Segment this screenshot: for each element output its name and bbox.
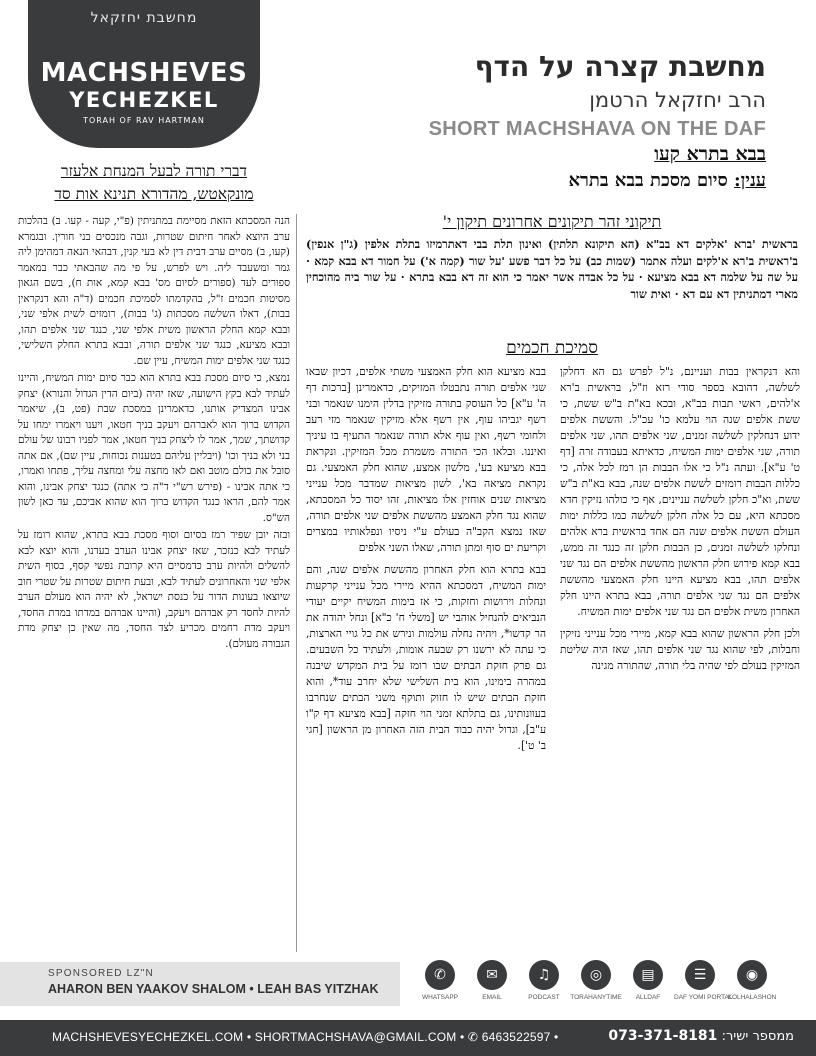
tikunei-title: תיקוני זהר תיקונים אחרונים תיקון י' (442, 212, 662, 231)
platform-icons (414, 960, 810, 1010)
semichas-left-column (306, 364, 546, 954)
semichas-paragraph: והא דנקראין בבות ועניינם, נ"ל לפרש גם הא דחלקן לשלשה, דהובא בספר סודי רזא וז"ל, בראשית ב'רא א'להים, ראשי תבות בב"א, ובכא בא"ת ב"ש ששת, כי ששת אלפים שנה הוי עלמא כו' עכ"ל. והששת אלפים ידוע דנחלקין לשלשה זמנים, שני אלפים תהו, שני אלפים תורה, שני אלפים ימות המשיח, כדאיתא בעבודה זרה [דף ט' ע"א]. ועתה נ"ל כי אלו הבבות הן רמז לכל אלה, כי כללות הבבות רומזים לששת אלפים שנה, בבא בא"ת ב"ש ששת, וא"כ חלקן לשלשה עניינים, אף כי כולהו נזיקין חדא מסכתא היא, עם כל אלה חלקן לשלשה כמו כללות ימות העולם הששת אלפים שנה הם אחד בראשית ברא אלהים ונחלקו לשלשה זמנים, כן הבבות חלקן זה כנגד זה ממש, בבא קמא פירוש חלק הראשון מהששת אלפים הם נגד שני אלפים תהו, בבא מציעא היינו חלק האמצעי מהששת אלפים הם נגד שני אלפים תורה, בבא בתרא היינו חלק האחרון משית אלפים הם נגד שני אלפים ימות המשיח. (560, 365, 800, 618)
kolhalashon-link[interactable] (726, 960, 778, 1001)
podcast-link[interactable] (518, 960, 570, 1001)
contact-info[interactable]: MACHSHEVESYECHEZKEL.COM • SHORTMACHSHAVA@GMAIL.COM • ✆ 6463522597 • (52, 1030, 559, 1044)
alldaf-label: ALLDAF (635, 994, 661, 1001)
semichas-paragraph: ולכן חלק הראשון שהוא בבא קמא, מיירי מכל ענייני נזיקין וחבלות, לפי שהוא נגד שני אלפים תהו, שאז היה שליטת המזיקין בעולם לפי שהיה בלי תורה, שהתורה מגינה (560, 627, 800, 672)
torahanytime-icon: ◎ (581, 960, 611, 990)
whatsapp-icon: ✆ (425, 960, 455, 990)
sponsor-names: AHARON BEN YAAKOV SHALOM • LEAH BAS YITZHAK (48, 982, 379, 996)
logo-line-2: YECHEZKEL (69, 88, 219, 112)
torahanytime-label: TORAHANYTIME (570, 994, 622, 1001)
sidebar-heading-line-1: דברי תורה לבעל המנחת אלעזר (60, 162, 248, 180)
kolhalashon-label: KOLHALASHON (727, 994, 777, 1001)
alldaf-link[interactable] (622, 960, 674, 1001)
podcast-label: PODCAST (528, 994, 560, 1001)
sponsor-label: SPONSORED LZ"N (48, 968, 154, 979)
logo-hebrew: מחשבת יחזקאל (90, 10, 198, 26)
whatsapp-label: WHATSAPP (422, 994, 458, 1001)
podcast-icon: ♫ (529, 960, 559, 990)
semichas-right-column (560, 364, 800, 954)
semichas-paragraph: בבא מציעא הוא חלק האמצעי משתי אלפים, דכיון שבאו שני אלפים תורה נתבטלו המזיקים, כדאמרינן [ברכות דף ה' ע"א] כל העוסק בתורה מזיקין בדלין הימנו שנאמר ובני רשף יגביהו עוף, אין רשף אלא מזיקין שנאמר מזי רעב ולחומי רשף, ואין עוף אלא תורה שנאמר התעיף בו עיניך ואיננו. ובלאו הכי התורה משמרת מכל המזיקין. ונקראת בבא מציעא בע', מלשון אמצע, שהוא חלק האמצעי. גם נקראת מציאה בא', לשון מציאות שמדבר מכל ענייני מציאות שנים אוחזין אלו מציאות, זהו יסוד כל המסכתא, שהוא נגד חלק האמצע מהששת אלפים שני אלפים תורה, שאז נמצא הקב"ה בעולם ע"י ניסיו ונפלאותיו במצרים וקריעת ים סוף ומתן תורה, שאלו השני אלפים (306, 365, 546, 554)
sidebar-paragraph: ובזה יובן שפיר רמז בסיום וסוף מסכת בבא בתרא, שהוא רומז על לעתיד לבא כנזכר, שאז יצחק אבינו הערב בעדנו, והוא יוצא לבא להשלים ולהיות ערב כדמסיים היא קרובת נפשי קסף, בסוף השית אלפי שני והאחרונים לעתיד לבא, ובעת חיתום שטרות על שטרי חוב שיוצאו בעונות הדור על כנסת ישראל, לא יהיה הוא מעולם הערב להיות לחסד רק אברהם ויעקב, (והיינו אברהם במדתו במדת החסד, ויעקב מדת רחמים מכריע לצד החסד, מה שאין כן יצחק מדת הגבורה מעולם). (18, 529, 290, 650)
inyan-label: ענין: (734, 170, 766, 191)
sidebar-paragraph: הנה המסכתא הזאת מסיימת במתניתין (פ"י, קעה - קעו. ב) בהלכות ערב היוצא לאחר חיתום שטרות, וגבה מנכסים בני חורין. ובגמרא (קעו, ב) מסיים ערב דבית דין לא בעי קנין, דבהאי הנאה דמהימן ליה גמר ומשעבד ליה. ויש לפרש, על פי מה שהבאתי כבר במאמר ספורים לעד (ספורים לסיום מס' בבא קמא, אות ח), בשם הגאון מסיטות חכמים ז"ל, בהקדמתו לסמיכת חכמים (ד"ה והא דנקראין בבות), דאלו השלשה מסכתות (ג' בבות), רומזים לשית אלפי שני, ובבא קמא החלק הראשון משית אלפי שני, כנגד שני אלפים תהו, ובבא מציעא, כנגד שני אלפים תורה, ובבא בתרא החלק השלישי, כנגד שני אלפים ימות המשיח, עיין שם. (18, 215, 290, 367)
logo (28, 0, 260, 148)
column-divider (296, 214, 297, 952)
logo-line-1: MACHSHEVES (40, 58, 248, 88)
inyan-line (568, 170, 766, 191)
semichas-title: סמיכת חכמים (506, 338, 598, 358)
alldaf-icon: ▤ (633, 960, 663, 990)
semichas-paragraph: בבא בתרא הוא חלק האחרון מהששת אלפים שנה, והם ימות המשיח, דמסכתא ההיא מיירי מכל ענייני קרקעות ונחלות וירושות וחזקות, כי אז בימות המשיח יקיים יעודי הנביאים להנחיל אוהבי יש [משלי ח' כ"א] ונחל יהודה את הר קדשו*, ויהיה נחלה עולמות ונירש את כל גויי הארצות, כי עתה לא ירשנו רק שבעה אומות, ולעתיד כל השבעים. גם פרק חזקת הבתים שבו רומז על בית המקדש שיבנה במהרה בימינו, הוא בית השלישי שלא יחרב עוד*, והוא חזקת הבתים שיש לו חזוק ותוקף משני הבתים שנחרבו בעוונותינו, גם בתלתא זמני הוי חזקה [בבא מציעא דף ק"ו ע"ב], וגדול יהיה כבוד הבית הזה האחרון מן הראשון [חגי ב' ט']. (306, 563, 546, 752)
inyan-text: סיום מסכת בבא בתרא (568, 170, 728, 191)
direct-phone-number: 073-371-8181 (608, 1028, 718, 1044)
whatsapp-link[interactable] (414, 960, 466, 1001)
direct-phone-label: ממספר ישיר: (721, 1029, 794, 1044)
daf-yomi-portal-icon: ☰ (685, 960, 715, 990)
email-icon: ✉ (477, 960, 507, 990)
page-title-hebrew: מחשבת קצרה על הדף (474, 50, 766, 83)
email-label: EMAIL (482, 994, 502, 1001)
kolhalashon-icon: ◉ (737, 960, 767, 990)
sidebar-heading (18, 160, 290, 206)
masechta-daf: בבא בתרא קעו (654, 143, 766, 165)
daf-yomi-portal-label: DAF YOMI PORTAL (674, 994, 733, 1001)
page-title-english: SHORT MACHSHAVA ON THE DAF (428, 118, 766, 140)
daf-yomi-portal-link[interactable] (674, 960, 733, 1001)
sidebar-text (18, 214, 290, 954)
torahanytime-link[interactable] (570, 960, 622, 1001)
sidebar-paragraph: נמצא, כי סיום מסכת בבא בתרא הוא כבר סיום ימות המשיח, והיינו לעתיד לבא בקץ הישועה, שאז יהיה (ביום הדין הגדול והנורא) יצחק אבינו המצדיק אותנו, כדאמרינן במסכת שבת (פט, ב), שיאמר הקדוש ברוך הוא לאברהם ויעקב בניך חטאו, ויענו ויאמרו ימחו על קדושתך, שמך, אמר לו ליצחק בניך חטאו, אמר לפניו רבונו של עולם בני ולא בניך וכו' (ויבליין עליהם בטענות נכוחות, עיין שם), אם אתה סובל את כולם מוטב ואם לאו מחצה עלי ומחצה עליך, פתחו ואמרו, כי אתה אבינו - (פירש רש"י ד"ה כי אתה) כנגד יצחק אבינו, והוא אמר להם, הראו כנגד הקדוש ברוך הוא שהוא אביכם, עד כאן לשון הש"ס. (18, 372, 290, 524)
author-name: הרב יחזקאל הרטמן (589, 88, 766, 112)
email-link[interactable] (466, 960, 518, 1001)
tikunei-text: בראשית 'ברא 'אלקים דא בב"א (הא תיקונא תלתין) ואינון תלת בבי דאתרמיזו בתלת אלפין (ג"ן אנפין) ב'ראשית ב'רא א'לקים ועלה אתמר (שמות כב) על כל דבר פשע 'על שור (קמה א') על חמור דא בבא קמא · על שה על שלמה דא בבא מציעא · על כל אבדה אשר יאמר כי הוא זה דא בבא בתרא · על שור ביה מהוכחין מארי דמתניתין דא עם דא · ואית שור (306, 237, 798, 301)
sidebar-heading-line-2: מונקאטש, מהדורא תנינא אות סד (54, 185, 254, 203)
logo-tagline: TORAH OF RAV HARTMAN (83, 116, 205, 125)
direct-phone[interactable] (608, 1028, 794, 1044)
